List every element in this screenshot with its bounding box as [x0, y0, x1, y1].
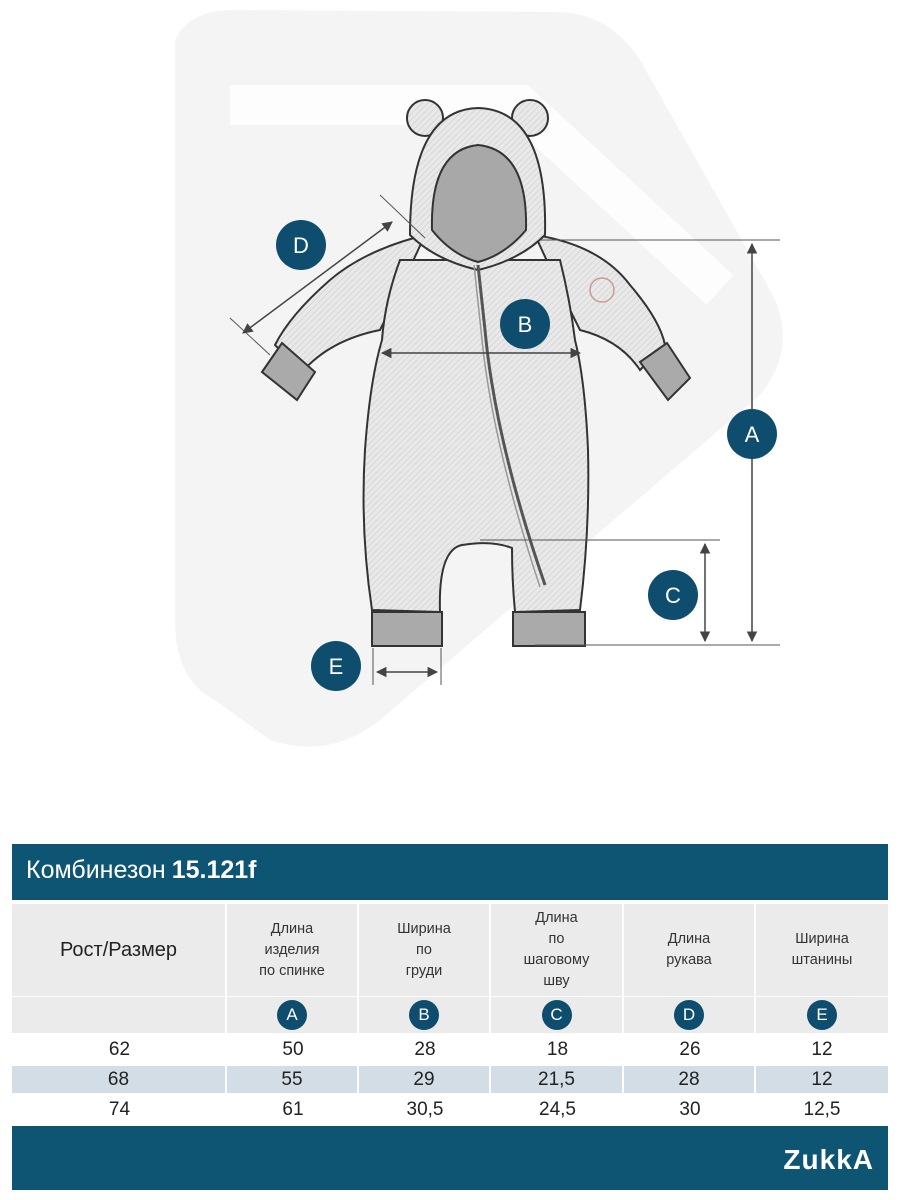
- letter-badge-a: A: [277, 1000, 307, 1030]
- row-value-a: 55: [227, 1066, 359, 1093]
- marker-c-label: C: [665, 583, 681, 608]
- header-col-b: Ширина по груди: [359, 904, 491, 996]
- table-title-code: 15.121f: [171, 856, 257, 884]
- table-title-prefix: Комбинезон: [26, 856, 166, 884]
- header-col-c: Длина по шаговому шву: [491, 904, 624, 996]
- header-col-d: Длина рукава: [624, 904, 756, 996]
- row-value-b: 29: [359, 1066, 491, 1093]
- marker-a-label: A: [744, 422, 760, 447]
- letter-badge-c: C: [542, 1000, 572, 1030]
- row-value-d: 30: [679, 1098, 701, 1120]
- letter-cell-empty: [12, 997, 227, 1033]
- marker-b-badge: [500, 299, 550, 349]
- hood-lining: [432, 145, 526, 262]
- left-leg-cuff: [372, 612, 442, 646]
- row-size: 68: [12, 1066, 227, 1093]
- row-value-d: 28: [624, 1066, 756, 1093]
- marker-e-label: E: [328, 654, 344, 679]
- header-col-a: Длина изделия по спинке: [227, 904, 359, 996]
- letter-cell-a: [227, 997, 359, 1033]
- table-row: [12, 1036, 888, 1063]
- row-value-e: 12: [811, 1038, 833, 1060]
- table-letter-row: [12, 997, 888, 1033]
- row-value-e: 12: [756, 1066, 888, 1093]
- table-row: [12, 1066, 888, 1093]
- table-title: [12, 844, 888, 900]
- letter-cell-b: [359, 997, 491, 1033]
- brand-logo: ZukkA: [783, 1144, 874, 1175]
- table-row: [12, 1096, 888, 1123]
- letter-cell-d: [624, 997, 756, 1033]
- row-value-a: 50: [282, 1038, 304, 1060]
- marker-d-badge: [276, 220, 326, 270]
- row-value-b: 30,5: [406, 1098, 444, 1120]
- table-header-row: [12, 904, 888, 996]
- row-value-b: 28: [414, 1038, 436, 1060]
- size-table: [12, 844, 888, 1190]
- row-value-c: 24,5: [539, 1098, 576, 1120]
- row-value-c: 21,5: [491, 1066, 624, 1093]
- letter-badge-b: B: [409, 1000, 439, 1030]
- letter-cell-c: [491, 997, 624, 1033]
- row-value-c: 18: [546, 1038, 569, 1060]
- marker-d-label: D: [293, 233, 309, 258]
- row-size: 62: [108, 1038, 131, 1060]
- row-value-e: 12,5: [803, 1098, 841, 1120]
- marker-a-badge: [727, 409, 777, 459]
- footer-bar: [12, 1126, 888, 1190]
- marker-c-badge: [648, 570, 698, 620]
- marker-e-badge: [311, 641, 361, 691]
- header-col-e: Ширина штанины: [756, 904, 888, 996]
- letter-badge-e: E: [807, 1000, 837, 1030]
- marker-b-label: B: [517, 312, 533, 337]
- row-value-d: 26: [679, 1038, 701, 1060]
- letter-badge-d: D: [674, 1000, 704, 1030]
- row-value-a: 61: [282, 1098, 304, 1120]
- header-size: Рост/Размер: [12, 904, 227, 996]
- letter-cell-e: [756, 997, 888, 1033]
- right-leg-cuff: [513, 612, 585, 646]
- row-size: 74: [108, 1098, 131, 1120]
